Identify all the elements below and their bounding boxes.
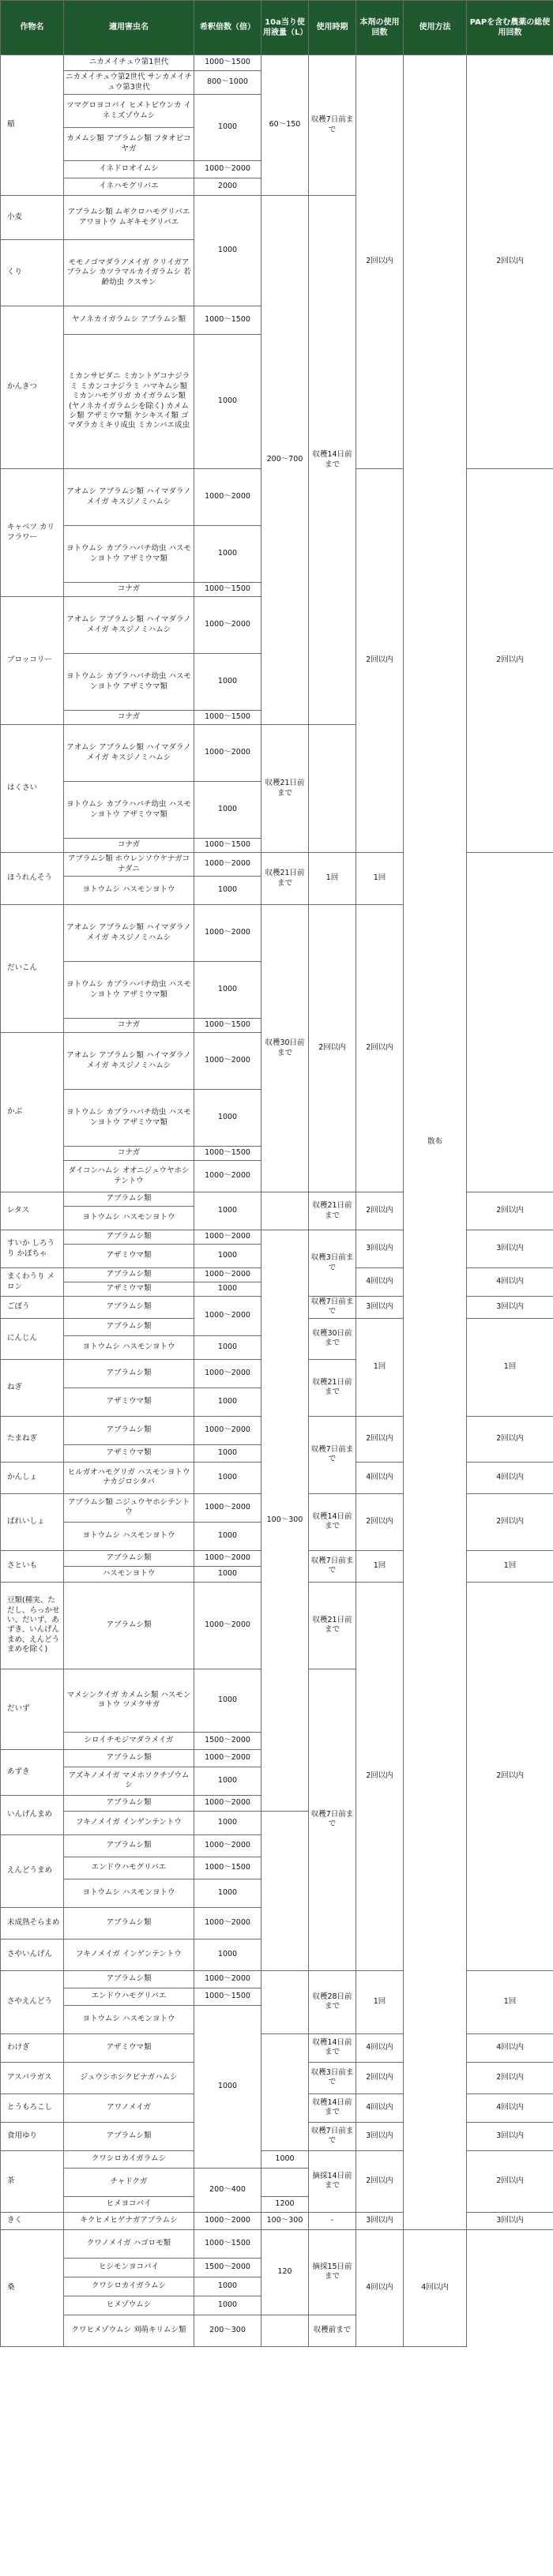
pest-cell: アブラムシ類 [64,1970,194,1988]
pest-cell: アワノメイガ [64,2093,194,2122]
dilution-cell: 1000～2000 [194,1416,261,1444]
pest-cell: アブラムシ類 [64,2122,194,2150]
crop-sayaendo: さやえんどう [1,1970,64,2033]
count-cell: 1回 [356,1970,404,2033]
dilution-cell: 1000 [194,2277,261,2296]
crop-broccoli: ブロッコリー [1,597,64,725]
timing-cell: 収穫21日前まで [309,1359,356,1416]
dilution-cell: 1000～1500 [194,55,261,71]
crop-daikon: だいこん [1,905,64,1033]
crop-ingen: いんげんまめ [1,1795,64,1834]
dilution-cell: 1000～2000 [194,905,261,962]
pest-cell: アブラムシ類 ニジュウヤホシテントウ [64,1493,194,1522]
crop-komugi: 小麦 [1,196,64,240]
volume-cell: 60～150 [261,55,309,196]
volume-cell: 120 [261,2229,309,2315]
pest-cell: カメムシ類 アブラムシ類 フタオビコヤガ [64,128,194,161]
pest-cell: アブラムシ類 [64,1416,194,1444]
pest-cell: アブラムシ類 [64,1749,194,1767]
dilution-cell: 1000 [194,654,261,711]
total-cell: 2回以内 [467,1582,553,1970]
pest-cell: ヨトウムシ ハスモンヨトウ [64,1207,194,1230]
count-cell: 2回以内 [356,1493,404,1550]
pest-cell: アブラムシ類 [64,1834,194,1857]
pest-cell: ヒメヨコバイ [64,2196,194,2212]
dilution-cell: 1000 [194,1192,261,1230]
pest-cell: アブラムシ類 ムギクロハモグリバエ アワヨトウ ムギキモグリバエ [64,196,194,240]
pest-cell: ヨトウムシ ハスモンヨトウ [64,1335,194,1359]
dilution-cell: 1000～2000 [194,2212,261,2229]
pest-cell: アザミウマ類 [64,1282,194,1297]
volume-cell [261,2033,309,2150]
pest-cell: アブラムシ類 [64,1359,194,1388]
pest-cell: シロイチモジマダラメイガ [64,1732,194,1749]
count-cell: 4回以内 [356,1462,404,1493]
header-row [1,1,553,55]
pest-cell: エンドウハモグリバエ [64,1988,194,2005]
pest-cell: アオムシ アブラムシ類 ハイマダラノメイガ キスジノミハムシ [64,597,194,654]
header-dilution: 希釈倍数（倍） [194,1,261,55]
dilution-cell: 1000 [194,1245,261,1268]
timing-cell: 収穫28日前まで [309,1970,356,2033]
crop-ninjin: にんじん [1,1318,64,1359]
crop-misei: 未成熟そらまめ [1,1907,64,1939]
header-total: PAPを含む農薬の総使用回数 [467,1,553,55]
timing-cell: 摘採14日前まで [309,2150,356,2212]
total-cell: 2回以内 [467,1416,553,1462]
crop-makuwa: まくわうり メロン [1,1268,64,1297]
timing-cell: 収穫21日前まで [309,1582,356,1669]
header-crop: 作物名 [1,1,64,55]
count-cell: 2回以内 [356,1192,404,1230]
total-cell: 2回以内 [467,2150,553,2212]
dilution-cell: 1000～1500 [194,711,261,725]
dilution-cell: 1000 [194,877,261,905]
pest-cell: ニカメイチュウ第1世代 [64,55,194,71]
pest-cell: ヒメゾウムシ [64,2296,194,2315]
pest-cell: アブラムシ類 [64,1582,194,1669]
pest-cell: アブラムシ類 ホウレンソウケナガコナダニ [64,853,194,877]
total-cell: 3回以内 [467,1230,553,1268]
dilution-cell: 1000～2000 [194,853,261,877]
volume-cell: 200～700 [261,196,309,725]
dilution-cell: 1000～2000 [194,1907,261,1939]
count-cell: 3回以内 [356,1230,404,1268]
pest-cell: ダイコンハムシ オオニジュウヤホシテントウ [64,1161,194,1192]
count-cell: 4回以内 [356,2229,404,2346]
dilution-cell: 1000 [194,1090,261,1147]
timing-cell: - [309,2212,356,2229]
total-cell: 4回以内 [467,2093,553,2122]
timing-cell: 収穫7日前まで [309,1550,356,1582]
dilution-cell: 1000～1500 [194,2229,261,2258]
crop-cabbage: キャベツ カリフラワー [1,469,64,597]
dilution-cell: 1000～2000 [194,1970,261,1988]
crop-sayaingen: さやいんげん [1,1939,64,1970]
crop-gobo: ごぼう [1,1297,64,1319]
pest-cell: ハスモンヨトウ [64,1566,194,1582]
count-cell: 4回以内 [356,2033,404,2062]
pest-cell: コナガ [64,1147,194,1161]
crop-kabu: かぶ [1,1033,64,1192]
pest-cell: ヨトウムシ カブラハバチ幼虫 ハスモンヨトウ アザミウマ類 [64,962,194,1019]
timing-cell: 収穫30日前まで [309,1318,356,1359]
timing-cell: 収穫14日前まで [309,1493,356,1550]
pest-cell: フキノメイガ インゲンテントウ [64,1811,194,1834]
dilution-cell: 1500～2000 [194,2258,261,2277]
pest-cell: クワノメイガ ハゴロモ類 [64,2229,194,2258]
crop-kankitsu: かんきつ [1,306,64,469]
pest-cell: アブラムシ類 [64,1795,194,1811]
pest-cell: クワシロカイガラムシ [64,2150,194,2168]
pest-cell: クワシロカイガラムシ [64,2277,194,2296]
pest-cell: アオムシ アブラムシ類 ハイマダラノメイガ キスジノミハムシ [64,1033,194,1090]
pest-cell: マメシンクイガ カメムシ類 ハスモンヨトウ ツメクサガ [64,1669,194,1732]
timing-cell: 収穫7日前まで [309,1297,356,1319]
dilution-cell: 1000～2000 [194,1582,261,1669]
count-cell: 1回 [356,1318,404,1416]
crop-cha: 茶 [1,2150,64,2212]
volume-cell: 1000 [261,2150,309,2168]
header-method: 使用方法 [404,1,467,55]
pest-cell: アオムシ アブラムシ類 ハイマダラノメイガ キスジノミハムシ [64,725,194,782]
volume-cell [261,1970,309,2033]
crop-bareisho: ばれいしょ [1,1493,64,1550]
pest-cell: モモノゴマダラノメイガ クリイガアブラムシ カツラマルカイガラムシ 若齢幼虫 クスサン [64,240,194,306]
pest-cell: ヒシモンヨコバイ [64,2258,194,2277]
count-cell: 4回以内 [356,1268,404,1297]
total-cell: 2回以内 [467,1192,553,1230]
dilution-cell: 1000 [194,95,261,161]
dilution-cell: 200～300 [194,2315,261,2346]
pest-cell: アブラムシ類 [64,1230,194,1245]
dilution-cell: 1000～2000 [194,1834,261,1857]
count-cell: 3回以内 [356,1297,404,1319]
dilution-cell: 1000～2000 [194,1493,261,1522]
pest-cell: エンドウハモグリバエ [64,1857,194,1879]
count-cell: 2回以内 [356,2150,404,2212]
pest-cell: アブラムシ類 [64,1268,194,1282]
dilution-cell: 1000 [194,2296,261,2315]
pest-cell: ヨトウムシ カブラハバチ幼虫 ハスモンヨトウ アザミウマ類 [64,526,194,583]
pest-cell: ツマグロヨコバイ ヒメトビウンカ イネミズゾウムシ [64,95,194,128]
total-cell: 4回以内 [404,2229,467,2346]
dilution-cell: 1000 [194,1282,261,1297]
pest-cell: ヤノネカイガラムシ アブラムシ類 [64,306,194,335]
pest-cell: コナガ [64,583,194,597]
volume-cell: 200～400 [194,2168,261,2212]
dilution-cell: 1000 [194,335,261,469]
dilution-cell: 1000～2000 [194,1230,261,1245]
crop-negi: ねぎ [1,1359,64,1416]
count-cell: 2回以内 [356,1416,404,1462]
total-cell: 3回以内 [467,1297,553,1319]
dilution-cell: 1000～2000 [194,469,261,526]
volume-cell [261,1192,309,1230]
total-cell: 2回以内 [356,905,404,1192]
pest-cell: フキノメイガ インゲンテントウ [64,1939,194,1970]
pest-cell: ヨトウムシ ハスモンヨトウ [64,877,194,905]
crop-daizu: だいず [1,1669,64,1749]
dilution-cell: 1200 [261,2196,309,2212]
total-cell: 1回 [467,1318,553,1416]
dilution-cell: 1000 [194,1879,261,1907]
header-volume: 10a当り使用液量（L） [261,1,309,55]
crop-tamanegi: たまねぎ [1,1416,64,1462]
pest-cell: ニカメイチュウ第2世代 サンカメイチュウ第3世代 [64,71,194,95]
dilution-cell: 1000～2000 [194,1749,261,1767]
crop-endo: えんどうまめ [1,1834,64,1907]
count-cell: 2回以内 [309,905,356,1192]
crop-asparagus: アスパラガス [1,2062,64,2093]
pest-cell: コナガ [64,1019,194,1033]
dilution-cell: 1000～2000 [194,161,261,178]
timing-cell: 収穫14日前まで [309,2093,356,2122]
pest-cell: クワヒメゾウムシ 刈萌キリムシ類 [64,2315,194,2346]
dilution-cell: 800～1000 [194,71,261,95]
pest-cell: イネハモグリバエ [64,178,194,196]
pest-cell: アブラムシ類 [64,1192,194,1207]
volume-cell: 100～300 [261,2212,309,2229]
dilution-cell: 1000 [194,1939,261,1970]
crop-suika: すいか しろうり かぼちゃ [1,1230,64,1268]
crop-mame: 豆類(種実、ただし、らっかせい、だいず、あずき、いんげんまめ、えんどうまめを除く) [1,1582,64,1669]
dilution-cell: 1000 [194,1335,261,1359]
pest-cell: ヨトウムシ ハスモンヨトウ [64,1879,194,1907]
dilution-cell: 1000～2000 [194,1359,261,1388]
pest-cell: ヨトウムシ カブラハバチ幼虫 ハスモンヨトウ アザミウマ類 [64,782,194,839]
total-cell: 3回以内 [467,2122,553,2150]
dilution-cell: 1000 [194,782,261,839]
timing-cell: 収穫3日前まで [309,1230,356,1297]
volume-cell [261,2315,309,2346]
total-cell: 4回以内 [467,1268,553,1297]
dilution-cell: 1000 [194,1566,261,1582]
dilution-cell: 1000～2000 [194,1268,261,1282]
dilution-cell: 1000 [194,1767,261,1795]
dilution-cell: 1000～1500 [194,1857,261,1879]
crop-wakegi: わけぎ [1,2033,64,2062]
pest-cell: ミカンサビダニ ミカントゲコナジラミ ミカンコナジラミ ハマキムシ類 ミカンハモグリガ カイガラムシ類 (ヤノネカイガラムシを除く) カメムシ類 アザミウマ類 ケシキスイ類 ゴマダラカミキリ成虫 ミカンバエ成虫 [64,335,194,469]
timing-cell: 収穫7日前まで [309,2122,356,2150]
pest-cell: ヒルガオハモグリガ ハスモンヨトウ ナカジロシタバ [64,1462,194,1493]
total-cell: 1回 [467,1970,553,2033]
dilution-cell: 2000 [194,178,261,196]
total-cell: 4回以内 [467,1462,553,1493]
pest-cell: アブラムシ類 [64,1907,194,1939]
timing-cell: 収穫前まで [309,2315,356,2346]
pest-cell: アズキノメイガ マメホソクチゾウムシ [64,1767,194,1795]
pest-cell: アブラムシ類 [64,1297,194,1319]
crop-kiku: きく [1,2212,64,2229]
pest-cell: コナガ [64,839,194,853]
timing-cell: 収穫30日前まで [261,905,309,1192]
timing-cell: 収穫7日前まで [309,1416,356,1493]
dilution-cell: 1000～2000 [194,597,261,654]
total-cell: 2回以内 [467,1493,553,1550]
pest-cell: ジュウシホシクビナガハムシ [64,2062,194,2093]
count-cell: 2回以内 [356,55,404,469]
crop-horenso: ほうれんそう [1,853,64,905]
dilution-cell: 1000 [194,1669,261,1732]
pest-cell: コナガ [64,711,194,725]
count-cell: 2回以内 [356,2062,404,2093]
crop-tomorokoshi: とうもろこし [1,2093,64,2122]
pest-cell: キクヒメヒゲナガアブラムシ [64,2212,194,2229]
dilution-cell: 1000～1500 [194,583,261,597]
pest-cell: アザミウマ類 [64,1388,194,1416]
volume-cell: 100～300 [261,1230,309,1812]
crop-satoimo: さといも [1,1550,64,1582]
header-pest: 適用害虫名 [64,1,194,55]
dilution-cell: 1000 [194,1444,261,1462]
timing-cell: 収穫3日前まで [309,2062,356,2093]
dilution-cell: 1000～2000 [194,1297,261,1336]
dilution-cell: 1000 [194,2005,261,2168]
total-cell: 1回 [467,1550,553,1582]
count-cell: 3回以内 [356,2212,404,2229]
timing-cell: 収穫14日前まで [309,196,356,725]
dilution-cell: 1000～2000 [194,1033,261,1090]
pest-cell: アブラムシ類 [64,1318,194,1335]
pest-cell: アオムシ アブラムシ類 ハイマダラノメイガ キスジノミハムシ [64,905,194,962]
dilution-cell: 1000～1500 [194,1019,261,1033]
pest-cell: チャドクガ [64,2168,194,2196]
dilution-cell: 1000～1500 [194,306,261,335]
dilution-cell: 1000 [194,1522,261,1550]
crop-kuri: くり [1,240,64,306]
crop-ine: 稲 [1,55,64,196]
timing-cell: 収穫21日前まで [309,1192,356,1230]
dilution-cell: 1000 [194,526,261,583]
total-cell: 1回 [356,853,404,905]
pest-cell: アブラムシ類 [64,1550,194,1566]
header-timing: 使用時期 [309,1,356,55]
dilution-cell: 1000～2000 [194,725,261,782]
pest-cell: アザミウマ類 [64,1444,194,1462]
total-cell: 2回以内 [467,2062,553,2093]
crop-kansho: かんしょ [1,1462,64,1493]
dilution-cell: 1000～1500 [194,839,261,853]
dilution-cell: 1000 [194,196,261,306]
count-cell: 4回以内 [356,2093,404,2122]
timing-cell: 収穫21日前まで [261,725,309,853]
timing-cell: 収穫7日前まで [309,55,356,196]
dilution-cell: 1000 [194,1462,261,1493]
count-cell: 2回以内 [356,469,404,853]
pest-cell: ヨトウムシ カブラハバチ幼虫 ハスモンヨトウ アザミウマ類 [64,654,194,711]
method-cell: 散布 [404,55,467,2230]
count-cell: 1回 [309,853,356,905]
crop-lettuce: レタス [1,1192,64,1230]
pest-cell: ヨトウムシ カブラハバチ幼虫 ハスモンヨトウ アザミウマ類 [64,1090,194,1147]
total-cell: 2回以内 [467,469,553,853]
timing-cell: 収穫21日前まで [261,853,309,905]
dilution-cell: 1000 [194,962,261,1019]
timing-cell: 収穫14日前まで [309,2033,356,2062]
dilution-cell: 1000～1500 [194,1147,261,1161]
dilution-cell: 1000～1500 [194,1988,261,2005]
pest-cell: イネドロオイムシ [64,161,194,178]
pest-cell: アオムシ アブラムシ類 ハイマダラノメイガ キスジノミハムシ [64,469,194,526]
header-count: 本剤の使用回数 [356,1,404,55]
total-cell: 3回以内 [467,2212,553,2229]
dilution-cell: 1000 [194,1811,261,1834]
count-cell: 3回以内 [356,2122,404,2150]
count-cell: 2回以内 [356,1582,404,1970]
crop-yuri: 食用ゆり [1,2122,64,2150]
pest-cell: アザミウマ類 [64,1245,194,1268]
dilution-cell: 1000～2000 [194,1161,261,1192]
dilution-cell: 1000～2000 [194,1795,261,1811]
total-cell: 4回以内 [467,2033,553,2062]
count-cell: 1回 [356,1550,404,1582]
dilution-cell: 1500～2000 [194,1732,261,1749]
timing-cell: 摘採15日前まで [309,2229,356,2315]
pest-cell: ヨトウムシ ハスモンヨトウ [64,2005,194,2033]
pest-cell: ヨトウムシ ハスモンヨトウ [64,1522,194,1550]
crop-azuki: あずき [1,1749,64,1795]
crop-hakusai: はくさい [1,725,64,853]
timing-cell: 収穫7日前まで [309,1669,356,1970]
total-cell: 2回以内 [467,55,553,469]
dilution-cell: 1000～2000 [194,1550,261,1566]
crop-kuwa: 桑 [1,2229,64,2346]
pest-cell: アザミウマ類 [64,2033,194,2062]
dilution-cell: 1000 [194,1388,261,1416]
